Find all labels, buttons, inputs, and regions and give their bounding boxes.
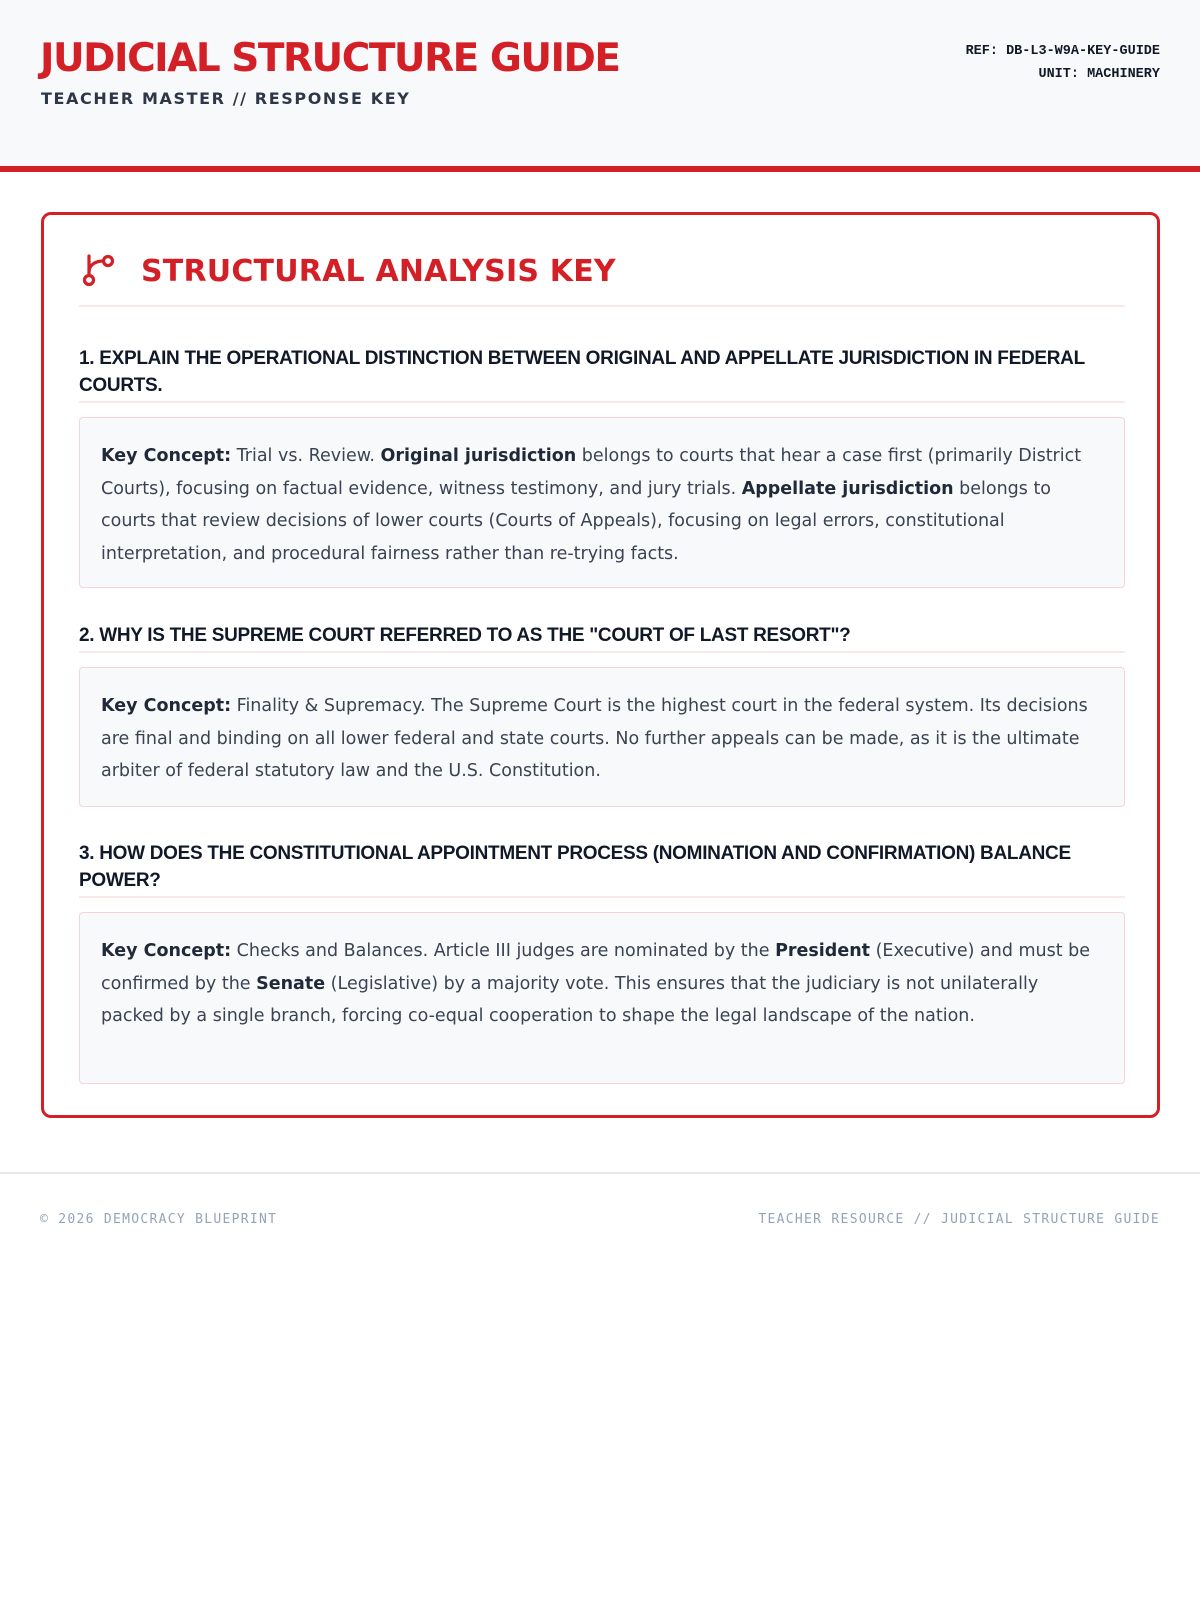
footer-resource-label: TEACHER RESOURCE // JUDICIAL STRUCTURE GUIDE <box>758 1212 1160 1227</box>
question-2: 2. WHY IS THE SUPREME COURT REFERRED TO AS THE "COURT OF LAST RESORT"? <box>79 622 1125 653</box>
analysis-card <box>41 212 1160 1118</box>
answer-3: Key Concept: Checks and Balances. Article III judges are nominated by the President (Executive) and must be confirmed by the Senate (Legislative) by a majority vote. This ensures that the judiciary is not unilaterally packed by a single branch, forcing co-equal cooperation to shape the legal landscape of the nation. <box>79 912 1125 1084</box>
question-1: 1. EXPLAIN THE OPERATIONAL DISTINCTION BETWEEN ORIGINAL AND APPELLATE JURISDICTION IN FEDERAL COURTS. <box>79 345 1125 403</box>
footer-divider <box>0 1172 1200 1174</box>
key-concept-label: Key Concept: <box>101 941 232 961</box>
page-header <box>0 0 1200 172</box>
footer-copyright: © 2026 DEMOCRACY BLUEPRINT <box>40 1212 278 1227</box>
key-concept-label: Key Concept: <box>101 446 232 466</box>
branch-icon <box>79 251 117 289</box>
card-header <box>79 251 1125 307</box>
question-3: 3. HOW DOES THE CONSTITUTIONAL APPOINTMENT PROCESS (NOMINATION AND CONFIRMATION) BALANCE POWER? <box>79 840 1125 898</box>
unit-label: UNIT: MACHINERY <box>1038 67 1160 82</box>
answer-2: Key Concept: Finality & Supremacy. The Supreme Court is the highest court in the federal system. Its decisions are final and binding on all lower federal and state courts. No further appeals can be made, as it is the ultimate arbiter of federal statutory law and the U.S. Constitution. <box>79 667 1125 807</box>
reference-code: REF: DB-L3-W9A-KEY-GUIDE <box>965 44 1160 59</box>
answer-1: Key Concept: Trial vs. Review. Original jurisdiction belongs to courts that hear a case first (primarily District Courts), focusing on factual evidence, witness testimony, and jury trials. Appellate jurisdiction belongs to courts that review decisions of lower courts (Courts of Appeals), focusing on legal errors, constitutional interpretation, and procedural fairness rather than re-trying facts. <box>79 417 1125 588</box>
card-title: STRUCTURAL ANALYSIS KEY <box>141 254 616 289</box>
page-title: JUDICIAL STRUCTURE GUIDE <box>40 36 620 81</box>
page-subtitle: TEACHER MASTER // RESPONSE KEY <box>41 89 411 108</box>
key-concept-label: Key Concept: <box>101 696 232 716</box>
document-meta <box>966 40 1160 86</box>
